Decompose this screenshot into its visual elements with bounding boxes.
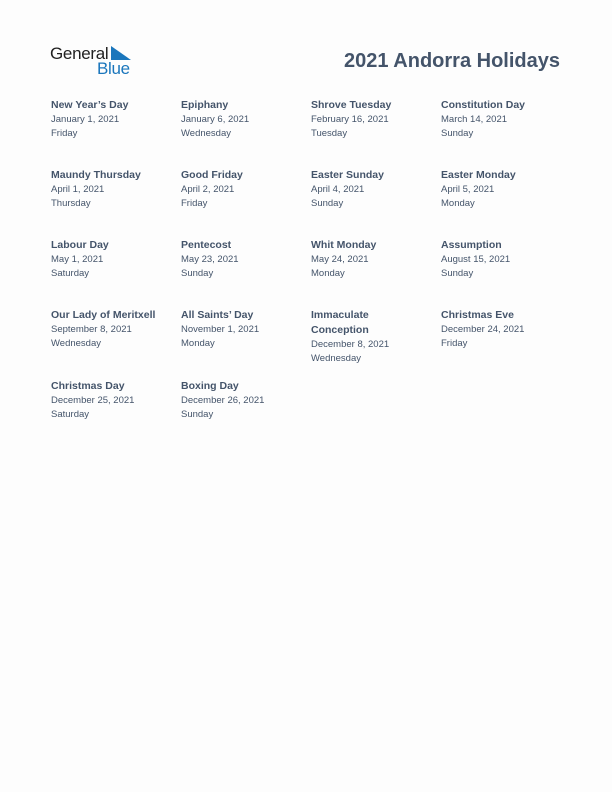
holiday-date: December 25, 2021 (51, 395, 135, 406)
holiday-item (181, 379, 306, 422)
holiday-item (441, 238, 566, 281)
holiday-item (51, 98, 176, 141)
holiday-name: Constitution Day (441, 99, 525, 111)
holiday-name: Epiphany (181, 99, 229, 111)
holiday-weekday: Sunday (181, 268, 214, 279)
holiday-item (181, 308, 306, 351)
holiday-weekday: Wednesday (311, 353, 361, 364)
holiday-date: August 15, 2021 (441, 254, 511, 265)
holiday-date: April 4, 2021 (311, 184, 365, 195)
holiday-weekday: Saturday (51, 409, 90, 420)
holiday-name: Good Friday (181, 169, 243, 181)
holiday-item (311, 98, 436, 141)
page-title: 2021 Andorra Holidays (343, 50, 560, 72)
holiday-date: May 23, 2021 (181, 254, 239, 265)
holiday-date: March 14, 2021 (441, 114, 508, 125)
holiday-name: Easter Monday (441, 169, 516, 181)
holiday-name: Boxing Day (181, 380, 239, 392)
holiday-item (441, 168, 566, 211)
holiday-date: February 16, 2021 (311, 114, 389, 125)
holiday-weekday: Sunday (441, 268, 474, 279)
holiday-name: Whit Monday (311, 239, 377, 251)
holiday-date: April 2, 2021 (181, 184, 235, 195)
holiday-item (181, 168, 306, 211)
holiday-weekday: Sunday (181, 409, 214, 420)
holiday-date: November 1, 2021 (181, 324, 260, 335)
logo-text-general: General (50, 44, 109, 63)
holiday-weekday: Friday (51, 128, 78, 139)
holiday-weekday: Wednesday (51, 338, 101, 349)
holiday-date: December 24, 2021 (441, 324, 525, 335)
holiday-item (311, 238, 436, 281)
holiday-name: Our Lady of Meritxell (51, 309, 156, 321)
holiday-date: April 1, 2021 (51, 184, 105, 195)
holiday-weekday: Tuesday (311, 128, 348, 139)
holiday-date: January 1, 2021 (51, 114, 120, 125)
holiday-item (51, 168, 176, 211)
holiday-date: May 24, 2021 (311, 254, 369, 265)
holiday-weekday: Thursday (51, 198, 91, 209)
holiday-name: Immaculate Conception (311, 309, 369, 336)
holiday-item (181, 98, 306, 141)
holiday-item (441, 98, 566, 141)
holiday-weekday: Monday (311, 268, 345, 279)
holiday-item (51, 308, 176, 351)
holiday-name: Pentecost (181, 239, 232, 251)
holiday-name: Shrove Tuesday (311, 99, 392, 111)
holiday-weekday: Friday (181, 198, 208, 209)
holiday-weekday: Monday (441, 198, 475, 209)
holiday-date: May 1, 2021 (51, 254, 104, 265)
holiday-date: January 6, 2021 (181, 114, 250, 125)
holiday-item (311, 308, 411, 366)
holiday-name: Easter Sunday (311, 169, 384, 181)
holiday-name: Maundy Thursday (51, 169, 141, 181)
holiday-item (311, 168, 436, 211)
holiday-date: December 26, 2021 (181, 395, 265, 406)
holiday-name: Labour Day (51, 239, 109, 251)
holiday-name: Christmas Eve (441, 309, 514, 321)
holiday-item (51, 238, 176, 281)
logo-flag-icon (111, 46, 131, 60)
holiday-weekday: Wednesday (181, 128, 231, 139)
holiday-name: New Year’s Day (51, 99, 129, 111)
logo-text-blue: Blue (97, 59, 130, 78)
holiday-name: Assumption (441, 239, 502, 251)
holiday-name: Christmas Day (51, 380, 125, 392)
holiday-weekday: Friday (441, 338, 468, 349)
holiday-item (181, 238, 306, 281)
holiday-item (51, 379, 176, 422)
holiday-weekday: Monday (181, 338, 215, 349)
holiday-item (441, 308, 566, 351)
holiday-date: December 8, 2021 (311, 339, 390, 350)
holiday-weekday: Saturday (51, 268, 90, 279)
holiday-date: April 5, 2021 (441, 184, 495, 195)
holiday-weekday: Sunday (311, 198, 344, 209)
holiday-date: September 8, 2021 (51, 324, 132, 335)
generalblue-logo (50, 44, 140, 78)
holiday-weekday: Sunday (441, 128, 474, 139)
holiday-name: All Saints’ Day (181, 309, 254, 321)
